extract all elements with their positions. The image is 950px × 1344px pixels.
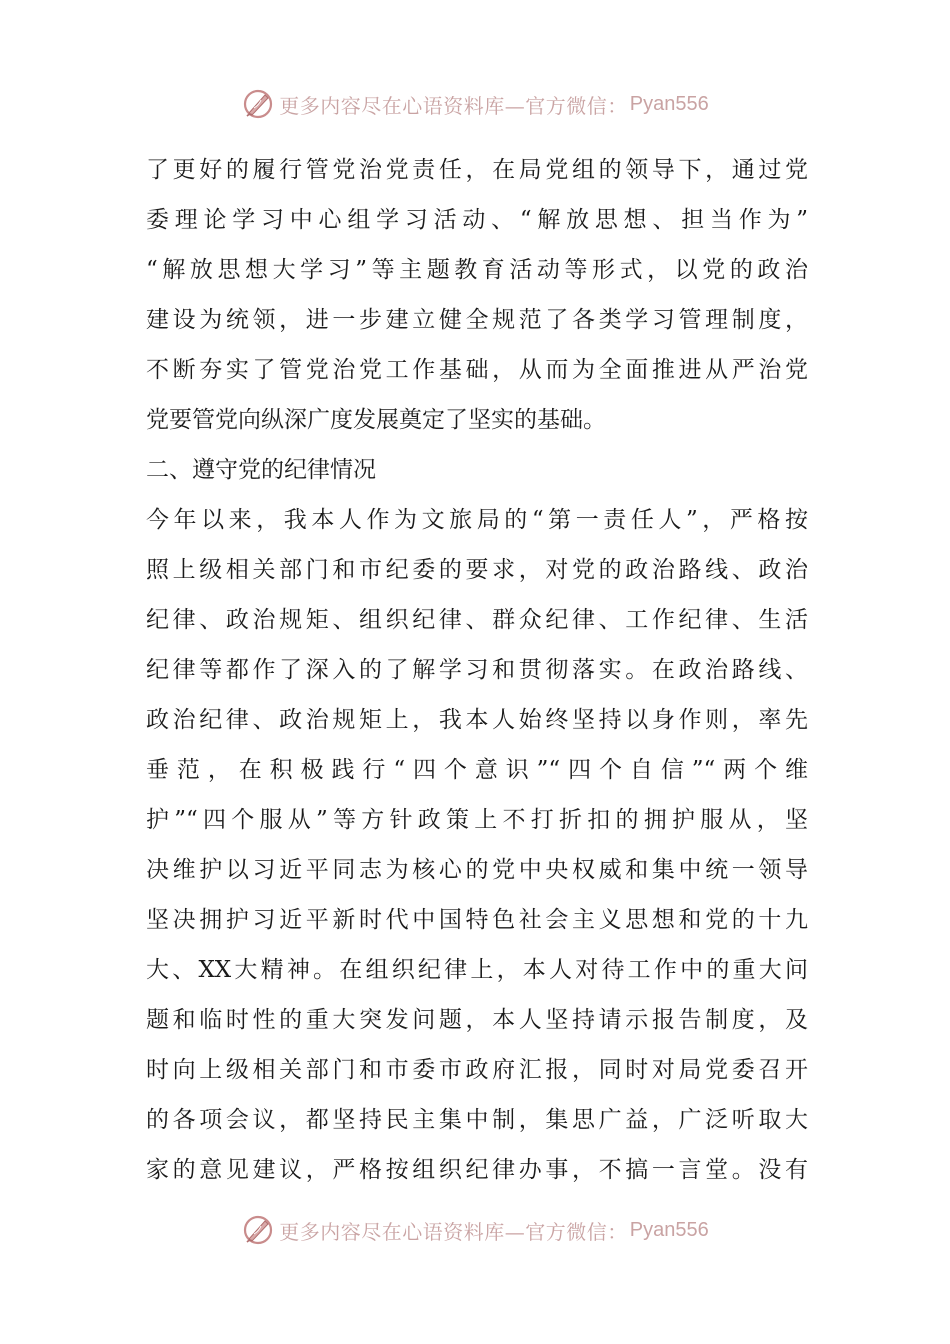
body-line: “解放思想大学习”等主题教育活动等形式，以党的政治 [146,257,808,283]
watermark-header [0,84,950,124]
body-line: 了更好的履行管党治党责任，在局党组的领导下，通过党 [146,157,808,183]
watermark-footer [0,1210,950,1250]
body-line: 不断夯实了管党治党工作基础，从而为全面推进从严治党 [146,357,808,383]
body-line: 照上级相关部门和市纪委的要求，对党的政治路线、政治 [146,557,808,583]
body-line: 护”“四个服从”等方针政策上不打折扣的拥护服从，坚 [146,807,808,833]
watermark-text: 更多内容尽在心语资料库—官方微信： [279,1219,628,1244]
body-line: 纪律等都作了深入的了解学习和贯彻落实。在政治路线、 [146,657,808,683]
section-heading: 二、遵守党的纪律情况 [146,457,376,483]
document-body [146,145,808,1195]
body-line: 大、XX大精神。在组织纪律上，本人对待工作中的重大问 [146,957,808,983]
body-line: 时向上级相关部门和市委市政府汇报，同时对局党委召开 [146,1057,808,1083]
watermark-wechat-id: Pyan556 [629,1218,709,1241]
body-line: 坚决拥护习近平新时代中国特色社会主义思想和党的十九 [146,907,808,933]
quill-logo-icon [241,87,275,121]
body-line: 的各项会议，都坚持民主集中制，集思广益，广泛听取大 [146,1107,808,1133]
watermark-wechat-id: Pyan556 [629,92,709,115]
body-line: 家的意见建议，严格按组织纪律办事，不搞一言堂。没有 [146,1157,808,1183]
body-line: 建设为统领，进一步建立健全规范了各类学习管理制度， [146,307,808,333]
body-line: 决维护以习近平同志为核心的党中央权威和集中统一领导 [146,857,808,883]
body-line: 党要管党向纵深广度发展奠定了坚实的基础。 [146,407,606,433]
body-line: 政治纪律、政治规矩上，我本人始终坚持以身作则，率先 [146,707,808,733]
body-line: 题和临时性的重大突发问题，本人坚持请示报告制度，及 [146,1007,808,1033]
body-line: 纪律、政治规矩、组织纪律、群众纪律、工作纪律、生活 [146,607,808,633]
body-line: 委理论学习中心组学习活动、“解放思想、担当作为” [146,207,808,233]
watermark-text: 更多内容尽在心语资料库—官方微信： [279,93,628,118]
body-line: 今年以来，我本人作为文旅局的“第一责任人”，严格按 [146,507,808,533]
body-line: 垂范，在积极践行“四个意识”“四个自信”“两个维 [146,757,808,783]
quill-logo-icon [241,1213,275,1247]
